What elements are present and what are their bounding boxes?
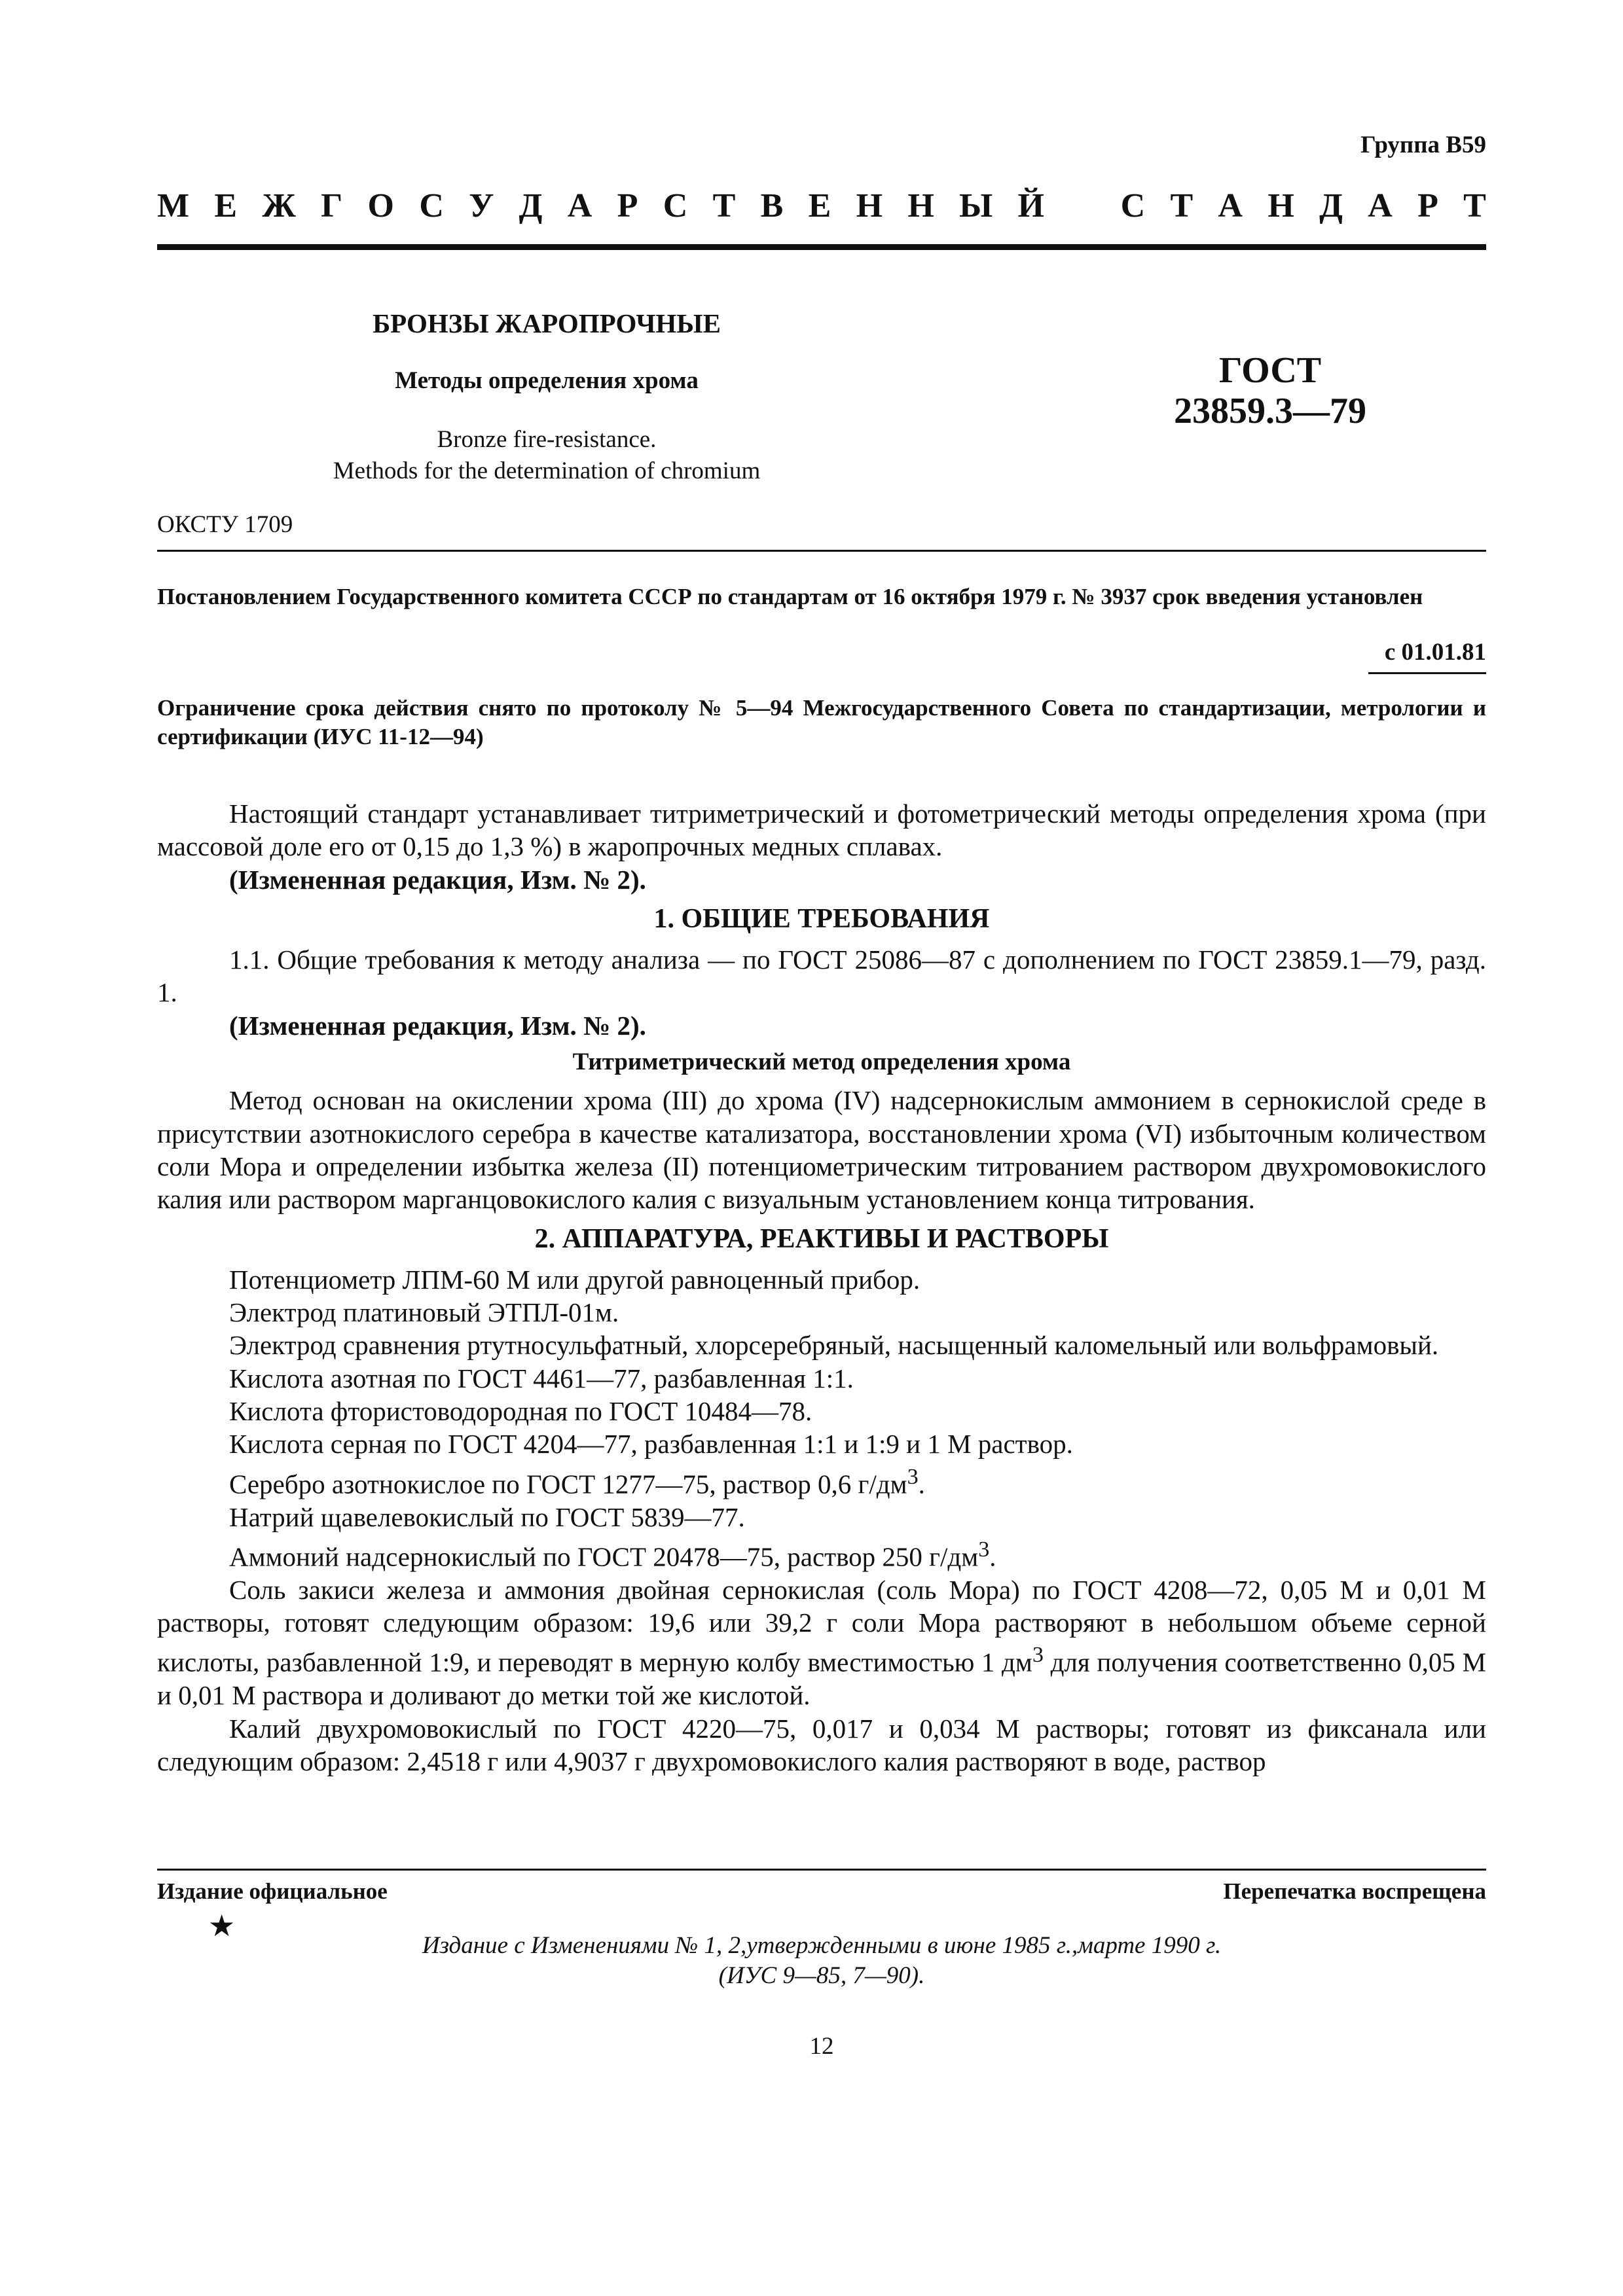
banner-letter: Н bbox=[856, 187, 883, 224]
banner-letter: Н bbox=[1267, 187, 1294, 224]
reagent-item: Кислота азотная по ГОСТ 4461—77, разбавленная 1:1. bbox=[229, 1363, 854, 1393]
clause-1-1: 1.1. Общие требования к методу анализа — по ГОСТ 25086—87 с дополнением по ГОСТ 23859.1—79, разд. 1. bbox=[157, 944, 1486, 1008]
reagent-item bbox=[157, 1461, 1486, 1501]
banner-letter: Д bbox=[1319, 187, 1343, 224]
reagent-text: Серебро азотнокислое по ГОСТ 1277—75, раствор 0,6 г/дм bbox=[229, 1469, 907, 1499]
date-underline bbox=[1368, 672, 1486, 674]
reagent-text: Аммоний надсернокислый по ГОСТ 20478—75, раствор 250 г/дм bbox=[229, 1541, 979, 1572]
section-heading: 2. АППАРАТУРА, РЕАКТИВЫ И РАСТВОРЫ bbox=[534, 1223, 1109, 1254]
banner-letter: Г bbox=[321, 187, 343, 224]
reagent-text: Соль закиси железа и аммония двойная сернокислая (соль Мора) по ГОСТ 4208—72, 0,05 М и 0,01 М растворы, готовят следующим образом: 19,6 или 39,2 г соли Мора растворяют в небольшом объеме серной кислоты, разбавленной 1:9, и переводят в мерную колбу вместимостью 1 дм bbox=[157, 1574, 1486, 1678]
reprint-prohibited-label: Перепечатка воспрещена bbox=[1223, 1878, 1486, 1904]
reagent-item: Натрий щавелевокислый по ГОСТ 5839—77. bbox=[229, 1501, 745, 1532]
document-subtitle: Методы определения хрома bbox=[395, 367, 699, 394]
method-heading: Титриметрический метод определения хрома bbox=[572, 1049, 1071, 1076]
banner-letter: Р bbox=[617, 187, 638, 224]
reagent-item: Калий двухромовокислый по ГОСТ 4220—75, 0,017 и 0,034 М растворы; готовят из фиксанала или следующим образом: 2,4518 г или 4,9037 г двухромовокислого калия растворяют в воде, раствор bbox=[157, 1713, 1486, 1776]
banner-letter: А bbox=[567, 187, 593, 224]
amendment-note: (Измененная редакция, Изм. № 2). bbox=[229, 864, 646, 895]
banner-letter: А bbox=[1218, 187, 1243, 224]
edition-line2: (ИУС 9—85, 7—90). bbox=[718, 1962, 925, 1989]
section-heading: 1. ОБЩИЕ ТРЕБОВАНИЯ bbox=[653, 903, 990, 934]
effective-date: с 01.01.81 bbox=[1384, 639, 1486, 666]
title-rule bbox=[157, 550, 1486, 552]
banner-letter: Ж bbox=[262, 187, 296, 224]
method-paragraph: Метод основан на окислении хрома (III) до хрома (IV) надсернокислым аммонием в сернокислой среде в присутствии азотнокислого серебра в качестве катализатора, восстановлении хрома (VI) избыточным количеством соли Мора и определении избытка железа (II) потенциометрическим титрованием раствором двухромовокислого калия или раствором марганцовокислого калия с визуальным установлением конца титрования. bbox=[157, 1085, 1486, 1215]
footer-rule bbox=[157, 1869, 1486, 1871]
reagent-item: Кислота фтористоводородная по ГОСТ 10484—78. bbox=[229, 1396, 812, 1427]
limitation-text: Ограничение срока действия снято по протоколу № 5—94 Межгосударственного Совета по стандартизации, метрологии и сертификации (ИУС 11-12—94) bbox=[157, 695, 1486, 749]
gost-number bbox=[1139, 350, 1401, 431]
banner-letter: М bbox=[157, 187, 190, 224]
reagent-item: Потенциометр ЛПМ-60 М или другой равноценный прибор. bbox=[229, 1264, 921, 1295]
banner-letter: С bbox=[1120, 187, 1146, 224]
banner-letter: Р bbox=[1417, 187, 1438, 224]
group-code: Группа В59 bbox=[1360, 132, 1486, 158]
amendment-note: (Измененная редакция, Изм. № 2). bbox=[229, 1010, 646, 1041]
banner-letter: Е bbox=[808, 187, 831, 224]
banner-letter: В bbox=[760, 187, 784, 224]
banner-letter: Т bbox=[1170, 187, 1194, 224]
interstate-standard-banner bbox=[157, 187, 1486, 225]
period: . bbox=[989, 1541, 996, 1572]
banner-letter: Т bbox=[1463, 187, 1486, 224]
english-title bbox=[157, 424, 936, 487]
official-edition-label: Издание официальное bbox=[157, 1878, 388, 1904]
document-title: БРОНЗЫ ЖАРОПРОЧНЫЕ bbox=[373, 308, 721, 338]
banner-letter: Т bbox=[712, 187, 736, 224]
superscript: 3 bbox=[978, 1537, 990, 1562]
scope-paragraph: Настоящий стандарт устанавливает титриметрический и фотометрический методы определения хрома (при массовой доле его от 0,15 до 1,3 %) в жаропрочных медных сплавах. bbox=[157, 798, 1486, 862]
resolution-text: Постановлением Государственного комитета СССР по стандартам от 16 октября 1979 г. № 3937 срок введения установлен bbox=[157, 584, 1423, 609]
banner-letter: У bbox=[469, 187, 494, 224]
banner-letter: Й bbox=[1017, 187, 1044, 224]
document-body bbox=[157, 797, 1486, 1778]
banner-letter: Д bbox=[519, 187, 543, 224]
reagent-item: Электрод сравнения ртутносульфатный, хлорсеребряный, насыщенный каломельный или вольфрамовый. bbox=[229, 1330, 1439, 1361]
reagent-item: Кислота серная по ГОСТ 4204—77, разбавленная 1:1 и 1:9 и 1 М раствор. bbox=[229, 1429, 1073, 1460]
reagent-text-cont: для получения соответственно 0,05 М и 0,01 М раствора и доливают до метки той же кислотой. bbox=[157, 1647, 1487, 1711]
reagent-item bbox=[157, 1573, 1486, 1712]
english-title-line1: Bronze fire-resistance. bbox=[437, 426, 657, 453]
banner-letter: О bbox=[367, 187, 394, 224]
banner-letter: С bbox=[663, 187, 688, 224]
banner-letter: А bbox=[1368, 187, 1393, 224]
banner-letter: С bbox=[419, 187, 444, 224]
banner-letter: Ы bbox=[959, 187, 993, 224]
gost-code: 23859.3—79 bbox=[1174, 391, 1366, 431]
reagent-item: Электрод платиновый ЭТПЛ-01м. bbox=[229, 1297, 619, 1328]
english-title-line2: Methods for the determination of chromium bbox=[333, 457, 761, 484]
superscript: 3 bbox=[907, 1464, 919, 1489]
edition-line1: Издание с Изменениями № 1, 2,утвержденными в июне 1985 г.,марте 1990 г. bbox=[422, 1932, 1222, 1959]
superscript: 3 bbox=[1032, 1643, 1044, 1668]
banner-letter: Н bbox=[907, 187, 934, 224]
document-page bbox=[157, 0, 1486, 2296]
gost-label: ГОСТ bbox=[1218, 350, 1322, 391]
banner-letter: Е bbox=[214, 187, 238, 224]
star-icon: ★ bbox=[208, 1909, 236, 1943]
page-number: 12 bbox=[809, 2033, 834, 2060]
period: . bbox=[918, 1469, 925, 1499]
reagent-item bbox=[157, 1534, 1486, 1573]
banner-gap bbox=[1069, 187, 1095, 225]
header-rule bbox=[157, 244, 1486, 250]
edition-note bbox=[157, 1931, 1486, 1991]
okstu-code: ОКСТУ 1709 bbox=[157, 511, 293, 538]
